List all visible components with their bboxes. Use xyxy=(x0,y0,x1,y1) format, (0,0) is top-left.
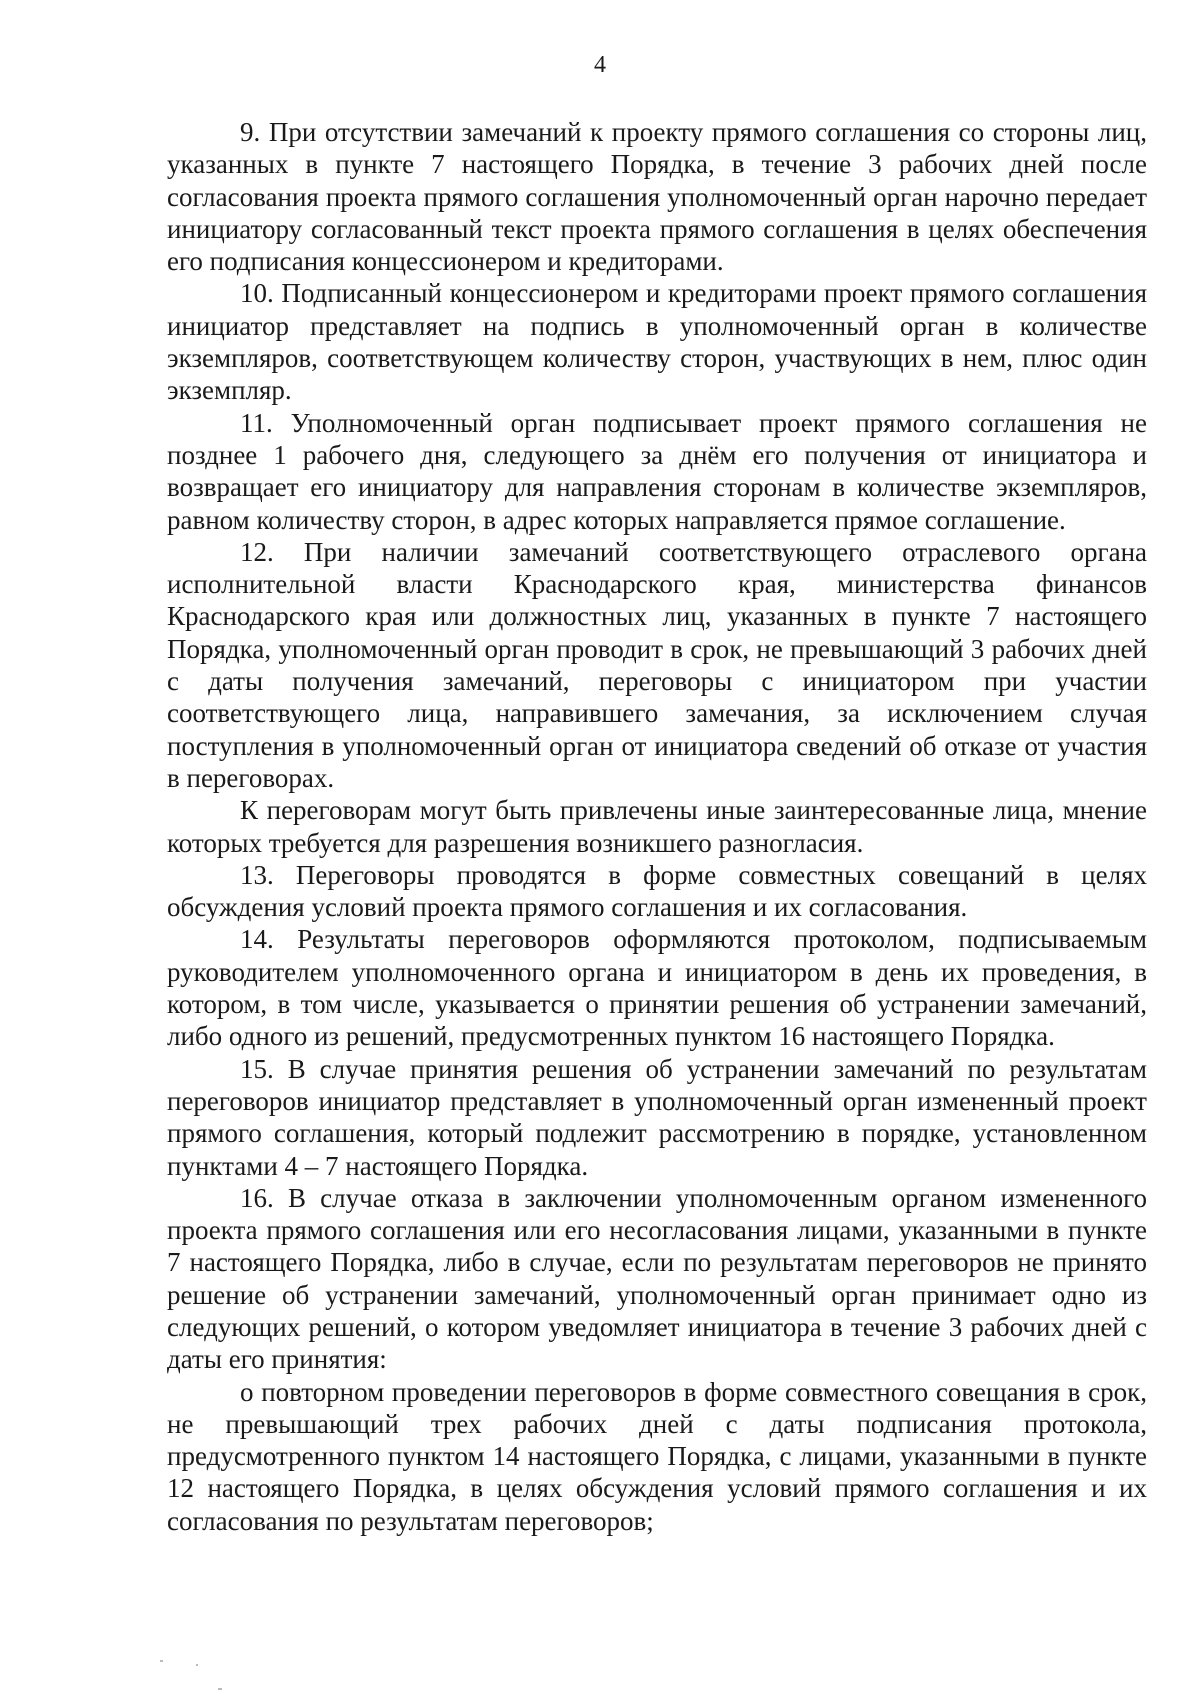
scan-speck xyxy=(196,1664,198,1666)
paragraph-9: 9. При отсутствии замечаний к проекту прямого соглашения со стороны лиц, указанных в пункте 7 настоящего Порядка, в течение 3 рабочих дней после согласования проекта прямого соглашения уполномоченный орган нарочно передает инициатору согласованный текст проекта прямого соглашения в целях обеспечения его подписания концессионером и кредиторами. xyxy=(167,117,1147,277)
paragraph-10: 10. Подписанный концессионером и кредиторами проект прямого соглашения инициатор представляет на подпись в уполномоченный орган в количестве экземпляров, соответствующем количеству сторон, участвующих в нем, плюс один экземпляр. xyxy=(167,278,1147,406)
paragraph-12-continuation: К переговорам могут быть привлечены иные заинтересованные лица, мнение которых требуется для разрешения возникшего разногласия. xyxy=(167,795,1147,858)
paragraph-14: 14. Результаты переговоров оформляются протоколом, подписываемым руководителем уполномоченного органа и инициатором в день их проведения, в котором, в том числе, указывается о принятии решения об устранении замечаний, либо одного из решений, предусмотренных пунктом 16 настоящего Порядка. xyxy=(167,924,1147,1052)
paragraph-13: 13. Переговоры проводятся в форме совместных совещаний в целях обсуждения условий проекта прямого соглашения и их согласования. xyxy=(167,859,1147,923)
paragraph-16-option-1: о повторном проведении переговоров в форме совместного совещания в срок, не превышающий трех рабочих дней с даты подписания протокола, предусмотренного пунктом 14 настоящего Порядка, с лицами, указанными в пункте 12 настоящего Порядка, в целях обсуждения условий прямого соглашения и их согласования по результатам переговоров; xyxy=(167,1376,1147,1536)
document-body xyxy=(167,116,1147,1537)
paragraph-16: 16. В случае отказа в заключении уполномоченным органом измененного проекта прямого соглашения или его несогласования лицами, указанными в пункте 7 настоящего Порядка, либо в случае, если по результатам переговоров не принято решение об устранении замечаний, уполномоченный орган принимает одно из следующих решений, о котором уведомляет инициатора в течение 3 рабочих дней с даты его принятия: xyxy=(167,1182,1147,1375)
page-number: 4 xyxy=(594,52,606,78)
paragraph-15: 15. В случае принятия решения об устранении замечаний по результатам переговоров инициатор представляет в уполномоченный орган измененный проект прямого соглашения, который подлежит рассмотрению в порядке, установленном пунктами 4 – 7 настоящего Порядка. xyxy=(167,1053,1147,1181)
paragraph-11: 11. Уполномоченный орган подписывает проект прямого соглашения не позднее 1 рабочего дня, следующего за днём его получения от инициатора и возвращает его инициатору для направления сторонам в количестве экземпляров, равном количеству сторон, в адрес которых направляется прямое соглашение. xyxy=(167,407,1147,535)
scan-speck xyxy=(160,1660,163,1662)
paragraph-12: 12. При наличии замечаний соответствующего отраслевого органа исполнительной власти Краснодарского края, министерства финансов Краснодарского края или должностных лиц, указанных в пункте 7 настоящего Порядка, уполномоченный орган проводит в срок, не превышающий 3 рабочих дней с даты получения замечаний, переговоры с инициатором при участии соответствующего лица, направившего замечания, за исключением случая поступления в уполномоченный орган от инициатора сведений об отказе от участия в переговорах. xyxy=(167,536,1147,793)
scan-speck xyxy=(218,1688,222,1690)
